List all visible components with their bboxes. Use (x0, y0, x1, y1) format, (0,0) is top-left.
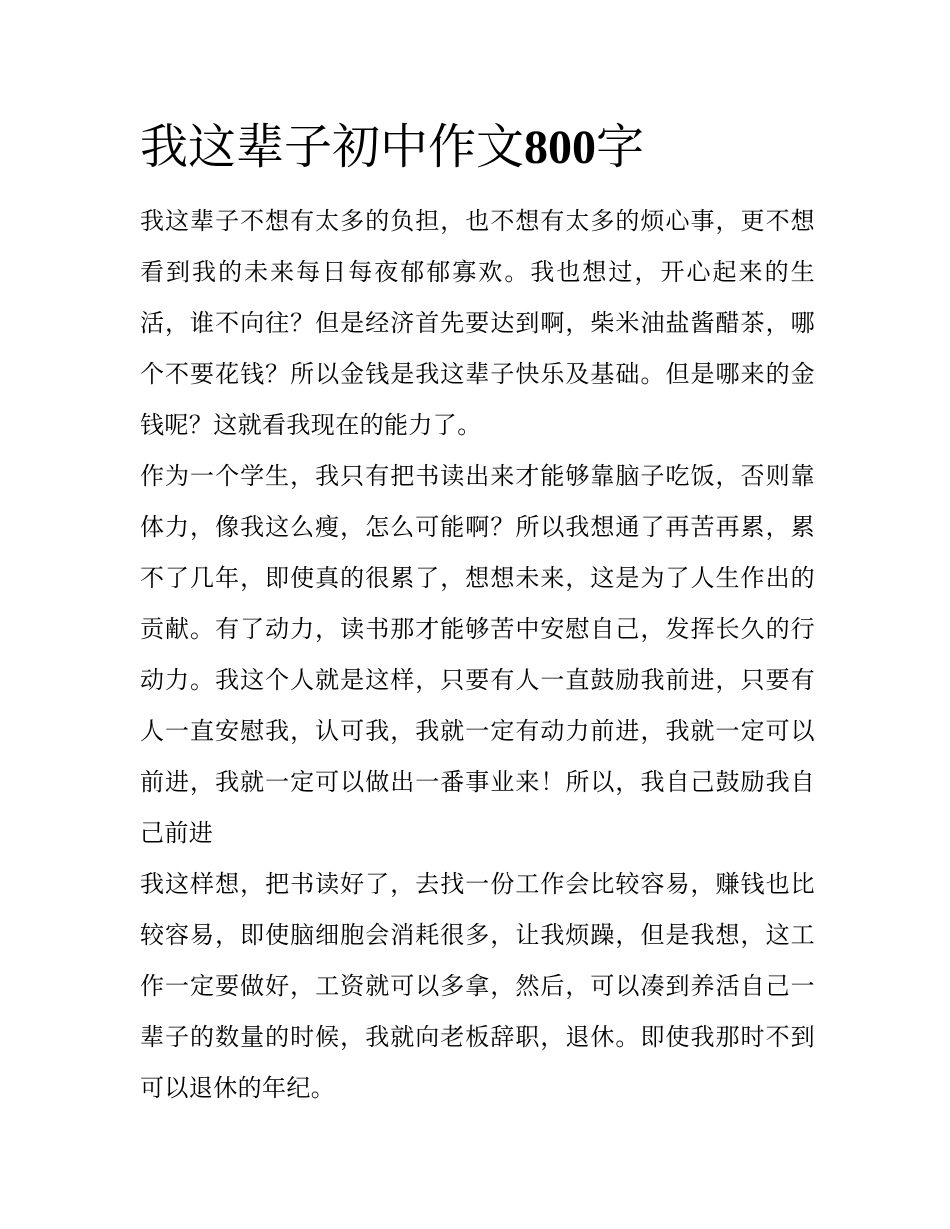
title-number: 800 (524, 121, 597, 174)
paragraph-1: 我这辈子不想有太多的负担，也不想有太多的烦心事，更不想看到我的未来每日每夜郁郁寡欢。我也想过，开心起来的生活，谁不向往？但是经济首先要达到啊，柴米油盐酱醋茶，哪个不要花钱？所以金钱是我这辈子快乐及基础。但是哪来的金钱呢？这就看我现在的能力了。 (140, 207, 815, 439)
title-text: 我这辈子初中作文 (140, 119, 525, 175)
paragraph-3: 我这样想，把书读好了，去找一份工作会比较容易，赚钱也比较容易，即使脑细胞会消耗很多，让我烦躁，但是我想，这工作一定要做好，工资就可以多拿，然后，可以凑到养活自己一辈子的数量的时候，我就向老板辞职，退休。即使我那时不到可以退休的年纪。 (140, 870, 815, 1102)
title-suffix: 字 (596, 119, 645, 175)
document-body (140, 196, 815, 1114)
paragraph-2: 作为一个学生，我只有把书读出来才能够靠脑子吃饭，否则靠体力，像我这么瘦，怎么可能啊？所以我想通了再苦再累，累不了几年，即使真的很累了，想想未来，这是为了人生作出的贡献。有了动力，读书那才能够苦中安慰自己，发挥长久的行动力。我这个人就是这样，只要有人一直鼓励我前进，只要有人一直安慰我，认可我，我就一定有动力前进，我就一定可以前进，我就一定可以做出一番事业来！所以，我自己鼓励我自己前进 (140, 462, 815, 847)
document-title (140, 117, 644, 178)
